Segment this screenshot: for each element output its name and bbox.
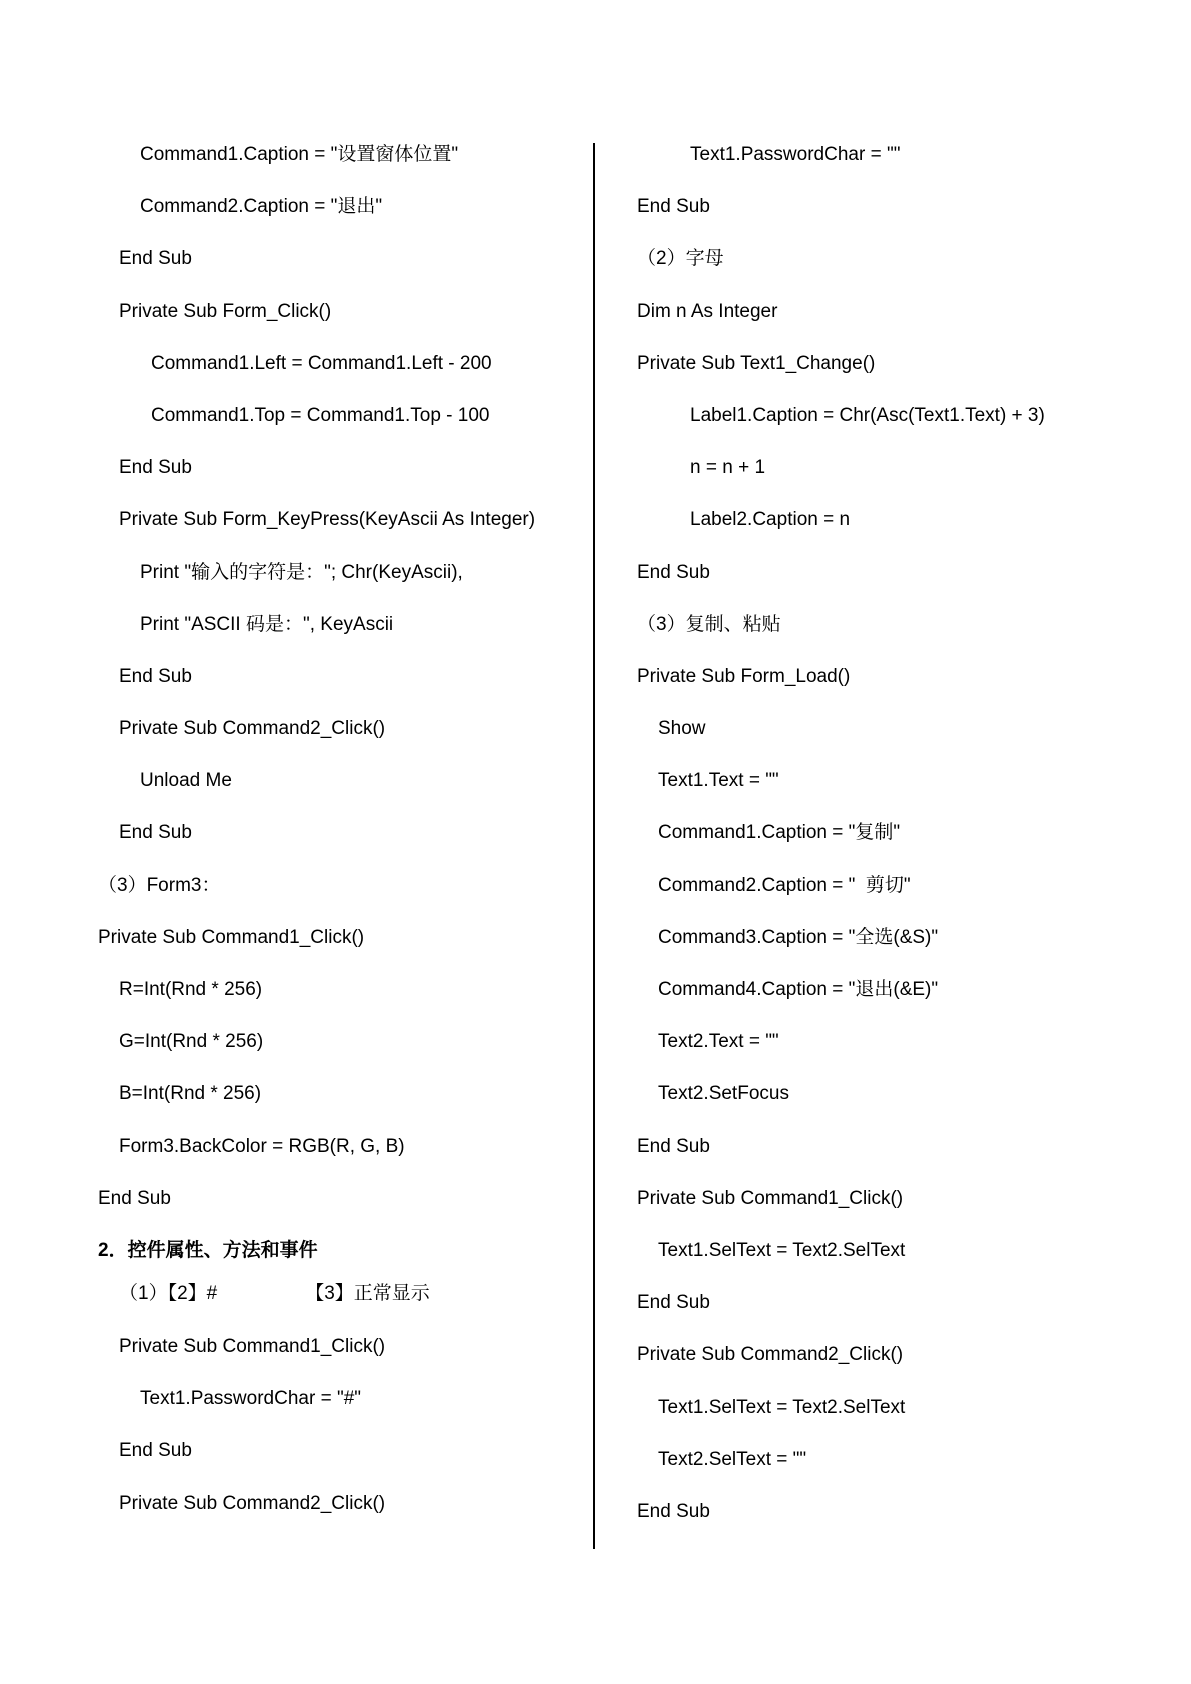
code-line: End Sub — [119, 457, 192, 479]
code-line: n = n + 1 — [690, 457, 766, 479]
code-line: End Sub — [119, 248, 192, 270]
code-line: Command1.Top = Command1.Top - 100 — [151, 404, 490, 426]
code-line: Unload Me — [140, 770, 232, 792]
subsection-label: （2）字母 — [637, 248, 724, 270]
code-line: End Sub — [119, 822, 192, 844]
code-line: Form3.BackColor = RGB(R, G, B) — [119, 1135, 405, 1157]
blank-answers-line — [98, 1279, 578, 1332]
left-column — [98, 140, 578, 1541]
code-line: End Sub — [119, 665, 192, 687]
code-line: Command1.Caption = "复制" — [658, 822, 901, 844]
code-line: Text1.SelText = Text2.SelText — [658, 1396, 906, 1418]
code-line: G=Int(Rnd * 256) — [119, 1031, 264, 1053]
code-line: Label1.Caption = Chr(Asc(Text1.Text) + 3) — [690, 404, 1045, 426]
code-line: End Sub — [637, 1292, 710, 1314]
code-line: Private Sub Command1_Click() — [637, 1187, 904, 1209]
code-line: Label2.Caption = n — [690, 509, 851, 531]
code-line: End Sub — [119, 1440, 192, 1462]
code-line: Command4.Caption = "退出(&E)" — [658, 979, 939, 1000]
code-line: Print "输入的字符是："; Chr(KeyAscii), — [140, 561, 463, 583]
code-line: Private Sub Command1_Click() — [98, 926, 365, 948]
code-line: End Sub — [637, 1135, 710, 1157]
code-line: End Sub — [637, 561, 710, 583]
code-line: Command2.Caption = "退出" — [140, 196, 383, 218]
code-line: Text2.SetFocus — [658, 1083, 789, 1105]
blank-answer-part1: （1）【2】# — [119, 1282, 218, 1304]
code-line: End Sub — [98, 1187, 171, 1209]
code-line: Text2.SelText = "" — [658, 1448, 807, 1470]
code-line: Private Sub Command1_Click() — [119, 1335, 386, 1357]
code-line: Text1.Text = "" — [658, 770, 779, 792]
code-line: Text1.PasswordChar = "#" — [140, 1388, 362, 1410]
code-line: Command1.Left = Command1.Left - 200 — [151, 352, 492, 374]
code-line: Command2.Caption = " 剪切" — [658, 874, 911, 896]
code-line: Text2.Text = "" — [658, 1031, 779, 1053]
code-line: Show — [658, 718, 706, 740]
section-heading: 2．控件属性、方法和事件 — [98, 1239, 318, 1261]
code-line: Private Sub Form_Load() — [637, 665, 851, 687]
code-line: Dim n As Integer — [637, 300, 778, 322]
subsection-label: （3）Form3： — [98, 874, 221, 896]
code-line: Text1.PasswordChar = "" — [690, 144, 901, 165]
code-line: End Sub — [637, 1500, 710, 1522]
code-line: Private Sub Form_KeyPress(KeyAscii As Integer) — [119, 509, 536, 531]
code-line: Private Sub Command2_Click() — [119, 1492, 386, 1514]
right-column — [637, 140, 1107, 1549]
code-line: Text1.SelText = Text2.SelText — [658, 1239, 906, 1261]
code-line: B=Int(Rnd * 256) — [119, 1083, 262, 1105]
code-line: R=Int(Rnd * 256) — [119, 979, 263, 1000]
column-divider — [593, 143, 595, 1549]
code-line: Command3.Caption = "全选(&S)" — [658, 926, 939, 948]
code-line: End Sub — [637, 196, 710, 218]
code-line: Command1.Caption = "设置窗体位置" — [140, 144, 459, 165]
subsection-label: （3）复制、粘贴 — [637, 613, 781, 635]
code-line: Private Sub Form_Click() — [119, 300, 332, 322]
code-line: Print "ASCII 码是：", KeyAscii — [140, 613, 394, 635]
code-line: Private Sub Command2_Click() — [119, 718, 386, 740]
blank-answer-part2: 【3】正常显示 — [305, 1282, 430, 1304]
code-line: Private Sub Text1_Change() — [637, 352, 876, 374]
code-line: Private Sub Command2_Click() — [637, 1344, 904, 1366]
